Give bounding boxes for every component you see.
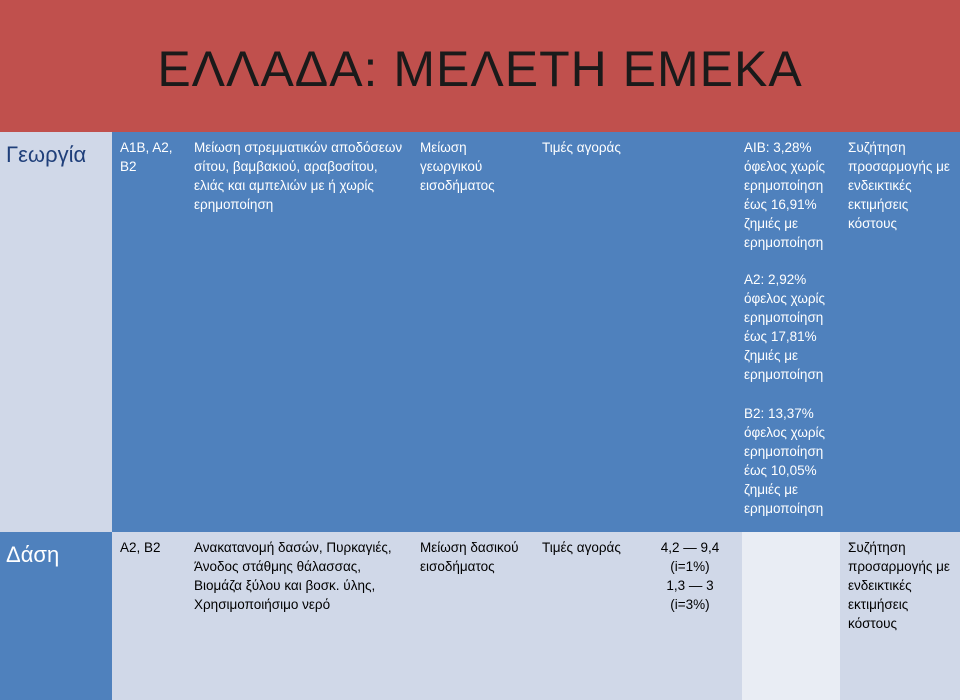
- effect-agriculture: Μείωση γεωργικού εισοδήματος: [412, 132, 534, 532]
- method-forests: Τιμές αγοράς: [534, 532, 638, 700]
- result-a1b: AIB: 3,28% όφελος χωρίς ερημοποίηση έως 16,91% ζημιές με ερημοποίηση: [736, 132, 840, 264]
- empty-cell-forests: [742, 532, 840, 700]
- page-title: ΕΛΛΑΔΑ: ΜΕΛΕΤΗ ΕΜΕΚΑ: [157, 41, 803, 97]
- impact-agriculture: Μείωση στρεμματικών αποδόσεων σίτου, βαμβακιού, αραβοσίτου, ελιάς και αμπελιών με ή χωρίς ερημοποίηση: [186, 132, 412, 532]
- result-b2: B2: 13,37% όφελος χωρίς ερημοποίηση έως 10,05% ζημιές με ερημοποίηση: [736, 398, 840, 532]
- scenarios-agriculture: A1B, A2, B2: [112, 132, 186, 532]
- scenarios-forests: A2, B2: [112, 532, 186, 700]
- notes-agriculture: Συζήτηση προσαρμογής με ενδεικτικές εκτιμήσεις κόστους: [840, 132, 960, 532]
- effect-forests: Μείωση δασικού εισοδήματος: [412, 532, 534, 700]
- impact-forests: Ανακατανομή δασών, Πυρκαγιές, Άνοδος στάθμης θάλασσας, Βιομάζα ξύλου και βοσκ. ύλης, Χρησιμοποιήσιμο νερό: [186, 532, 412, 700]
- notes-forests: Συζήτηση προσαρμογής με ενδεικτικές εκτιμήσεις κόστους: [840, 532, 960, 700]
- result-a2: A2: 2,92% όφελος χωρίς ερημοποίηση έως 17,81% ζημιές με ερημοποίηση: [736, 264, 840, 398]
- values-forests: 4,2 — 9,4 (i=1%) 1,3 — 3 (i=3%): [638, 532, 742, 700]
- region-agriculture: Γεωργία: [0, 132, 112, 532]
- title-bar: [0, 0, 960, 132]
- study-table: [0, 132, 960, 700]
- method-agriculture: Τιμές αγοράς: [534, 132, 736, 532]
- region-forests: Δάση: [0, 532, 112, 700]
